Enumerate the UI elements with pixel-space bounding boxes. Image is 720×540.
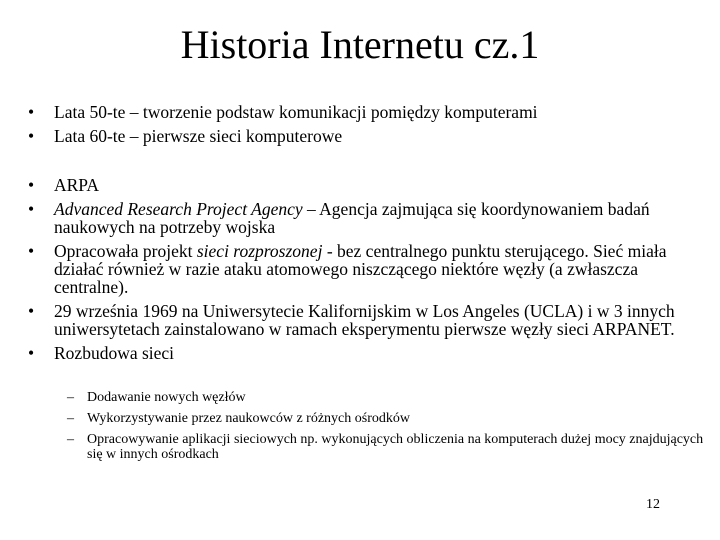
list-item [28, 176, 700, 194]
sub-list-item [67, 432, 707, 462]
list-item [28, 344, 700, 362]
page-number: 12 [646, 497, 660, 512]
sub-list-item-text: Dodawanie nowych węzłów [87, 390, 246, 405]
sub-list-item [67, 411, 707, 426]
slide-title: Historia Internetu cz.1 [180, 22, 540, 67]
dash-icon: – [67, 432, 74, 447]
bullet-icon: • [28, 126, 35, 146]
arpa-full-name: Advanced Research Project Agency [54, 199, 303, 219]
bullet-icon: • [28, 102, 35, 122]
project-italic-term: sieci rozproszonej [196, 241, 323, 261]
list-item [28, 242, 700, 296]
project-text-end: - bez centralnego punktu sterującego. Sieć miała działać również w razie ataku atomowego niszczącego niektóre węzły (a zwłaszcza centralne). [54, 241, 667, 297]
list-item-text: Rozbudowa sieci [54, 343, 175, 363]
bullet-icon: • [28, 241, 35, 261]
list-item-text: Lata 60-te – pierwsze sieci komputerowe [54, 126, 343, 146]
arpa-description: – Agencja zajmująca się koordynowaniem badań naukowych na potrzeby wojska [54, 199, 650, 237]
list-item [28, 103, 700, 121]
project-text-start: Opracowała projekt [54, 241, 197, 261]
dash-icon: – [67, 411, 74, 426]
list-item-text: Lata 50-te – tworzenie podstaw komunikacji pomiędzy komputerami [54, 102, 538, 122]
sub-list-item [67, 390, 707, 405]
sub-list-expansion [67, 390, 707, 468]
list-item [28, 200, 700, 236]
list-item-text: 29 września 1969 na Uniwersytecie Kalifornijskim w Los Angeles (UCLA) i w 3 innych uniwersytetach zainstalowano w ramach eksperymentu pierwsze węzły sieci ARPANET. [54, 301, 675, 339]
bullet-icon: • [28, 175, 35, 195]
list-item [28, 127, 700, 145]
bullet-list-history [28, 103, 700, 151]
list-item [28, 302, 700, 338]
dash-icon: – [67, 390, 74, 405]
bullet-list-arpa [28, 176, 700, 368]
bullet-icon: • [28, 199, 35, 219]
sub-list-item-text: Opracowywanie aplikacji sieciowych np. wykonujących obliczenia na komputerach dużej mocy znajdujących się w innych ośrodkach [87, 432, 704, 462]
sub-list-item-text: Wykorzystywanie przez naukowców z różnych ośrodków [87, 411, 410, 426]
list-item-text: ARPA [54, 175, 100, 195]
bullet-icon: • [28, 301, 35, 321]
bullet-icon: • [28, 343, 35, 363]
